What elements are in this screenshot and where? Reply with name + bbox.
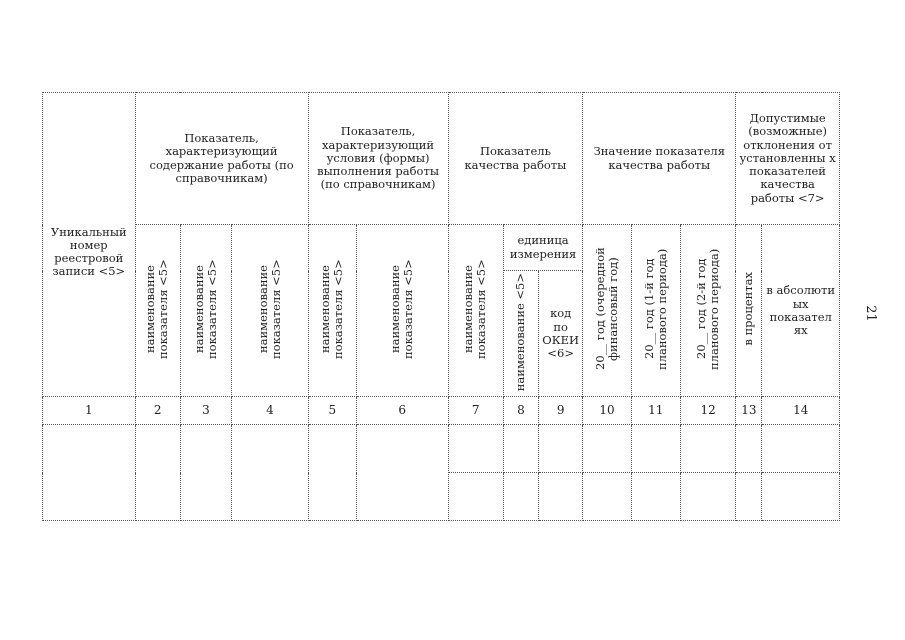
sub-indicator-name-5: [356, 225, 448, 397]
data-cell: [308, 425, 356, 521]
data-cell: [43, 425, 136, 521]
data-cell: [631, 425, 680, 473]
column-number: 9: [539, 397, 583, 425]
data-cell: [631, 473, 680, 521]
column-number-row: [43, 397, 840, 425]
sub-indicator-name-4: [308, 225, 356, 397]
column-number: 11: [631, 397, 680, 425]
header-content-indicator-text: Показатель, характеризующий содержание работы (по справочникам): [149, 131, 294, 185]
data-cell: [539, 425, 583, 473]
column-number: 8: [503, 397, 538, 425]
sub-indicator-name-6: [448, 225, 503, 397]
column-number: 13: [736, 397, 762, 425]
data-cell: [762, 425, 840, 473]
data-cell: [736, 425, 762, 473]
sub-okei-code: [539, 271, 583, 397]
sub-indicator-name-5-text: наименование показателя <5>: [387, 259, 416, 359]
header-quality-value: [583, 93, 736, 225]
sub-percent-text: в процентах: [741, 272, 756, 346]
data-cell: [736, 473, 762, 521]
column-number: 7: [448, 397, 503, 425]
column-number: 3: [180, 397, 231, 425]
column-number: 2: [135, 397, 180, 425]
sub-indicator-name-4-text: наименование показателя <5>: [318, 259, 346, 359]
sub-absolute-text: в абсолюти ых показател ях: [766, 283, 836, 337]
sub-year-current-text: 20__ год (очередной финансовый год): [592, 247, 620, 371]
data-cell: [503, 425, 538, 473]
sub-year-first-text: 20__ год (1-й год планового периода): [641, 248, 669, 370]
data-cell: [680, 425, 735, 473]
header-quality-value-text: Значение показателя качества работы: [593, 144, 725, 172]
sub-indicator-name-3: [232, 225, 308, 397]
data-cell: [135, 425, 180, 521]
sub-absolute: [762, 225, 840, 397]
header-conditions-indicator-text: Показатель, характеризующий условия (формы) выполнения работы (по справочникам): [317, 124, 439, 192]
data-cell: [356, 425, 448, 521]
data-cell: [180, 425, 231, 521]
sub-indicator-name-1-text: наименование показателя <5>: [143, 259, 171, 359]
column-number: 6: [356, 397, 448, 425]
sub-okei-code-text: код по ОКЕИ <6>: [542, 306, 580, 360]
data-cell: [762, 473, 840, 521]
column-number: 5: [308, 397, 356, 425]
data-cell: [503, 473, 538, 521]
data-cell: [583, 473, 631, 521]
column-number: 4: [232, 397, 308, 425]
sub-indicator-name-1: [135, 225, 180, 397]
sub-year-current: [583, 225, 631, 397]
sub-year-first: [631, 225, 680, 397]
sub-indicator-name-3-text: наименование показателя <5>: [255, 259, 283, 359]
sub-indicator-name-2-text: наименование показателя <5>: [191, 259, 219, 359]
data-cell: [448, 473, 503, 521]
header-unique-number-text: Уникальный номер реестровой записи <5>: [50, 224, 127, 279]
data-cell: [539, 473, 583, 521]
sub-year-second-text: 20__ год (2-й год планового периода): [693, 248, 722, 370]
header-conditions-indicator: [308, 93, 448, 225]
data-cell: [680, 473, 735, 521]
column-number: 12: [680, 397, 735, 425]
header-deviations: [736, 93, 840, 225]
column-number: 1: [43, 397, 136, 425]
sub-unit: [503, 225, 582, 271]
page-number: 21: [862, 305, 878, 322]
sub-unit-name-text: наименование <5>: [513, 273, 528, 392]
sub-unit-name: [503, 271, 538, 397]
header-unique-number: [43, 93, 136, 397]
sub-unit-text: единица измерения: [509, 233, 577, 261]
sub-indicator-name-2: [180, 225, 231, 397]
header-quality-indicator: [448, 93, 583, 225]
header-content-indicator: [135, 93, 308, 225]
data-cell: [232, 425, 308, 521]
sub-indicator-name-6-text: наименование показателя <5>: [461, 259, 489, 359]
column-number: 10: [583, 397, 631, 425]
quality-indicators-table: [42, 92, 840, 521]
column-number: 14: [762, 397, 840, 425]
data-cell: [583, 425, 631, 473]
sub-year-second: [680, 225, 735, 397]
header-quality-indicator-text: Показатель качества работы: [464, 144, 567, 172]
sub-percent: [736, 225, 762, 397]
header-deviations-text: Допустимые (возможные) отклонения от установленны х показателей качества работы <7>: [739, 111, 836, 205]
table-row: [43, 425, 840, 473]
data-cell: [448, 425, 503, 473]
